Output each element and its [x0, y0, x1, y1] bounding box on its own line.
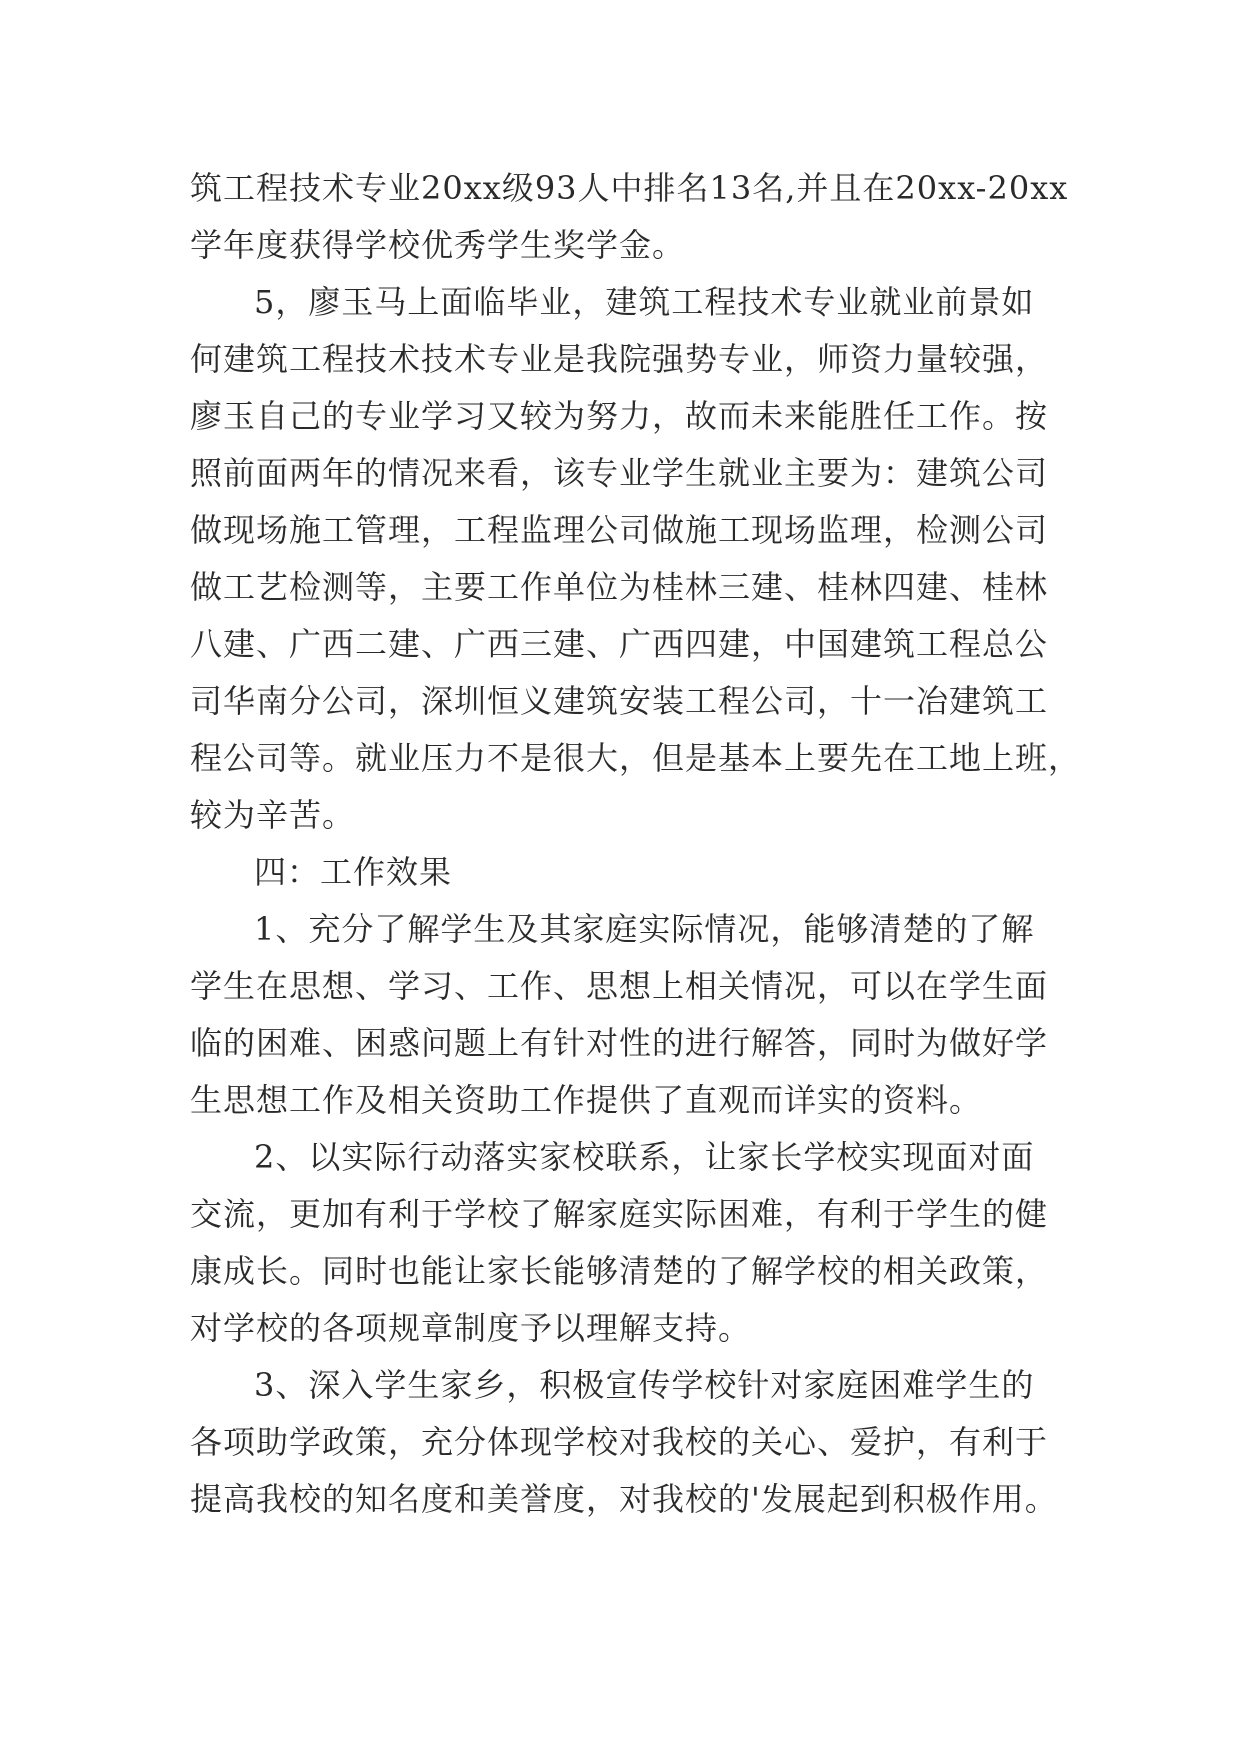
text-line: 2、以实际行动落实家校联系，让家长学校实现面对面 — [254, 1138, 1035, 1176]
text-line: 3、深入学生家乡，积极宣传学校针对家庭困难学生的 — [254, 1366, 1035, 1404]
text-line: 做现场施工管理，工程监理公司做施工现场监理，检测公司 — [190, 511, 1049, 549]
text-line: 提高我校的知名度和美誉度，对我校的'发展起到积极作用。 — [190, 1480, 1058, 1518]
text-line: 程公司等。就业压力不是很大，但是基本上要先在工地上班， — [190, 739, 1082, 777]
text-line: 筑工程技术专业20xx级93人中排名13名,并且在20xx-20xx — [190, 169, 1069, 207]
text-line: 何建筑工程技术技术专业是我院强势专业，师资力量较强， — [190, 340, 1049, 378]
text-line: 交流，更加有利于学校了解家庭实际困难，有利于学生的健 — [190, 1195, 1049, 1233]
text-line: 廖玉自己的专业学习又较为努力，故而未来能胜任工作。按 — [190, 397, 1049, 435]
text-line: 生思想工作及相关资助工作提供了直观而详实的资料。 — [190, 1081, 983, 1119]
text-line: 康成长。同时也能让家长能够清楚的了解学校的相关政策， — [190, 1252, 1049, 1290]
text-line: 各项助学政策，充分体现学校对我校的关心、爱护，有利于 — [190, 1423, 1049, 1461]
text-line: 1、充分了解学生及其家庭实际情况，能够清楚的了解 — [254, 910, 1035, 948]
text-line: 做工艺检测等，主要工作单位为桂林三建、桂林四建、桂林 — [190, 568, 1049, 606]
section-heading: 四：工作效果 — [254, 853, 453, 891]
text-line: 司华南分公司，深圳恒义建筑安装工程公司，十一冶建筑工 — [190, 682, 1049, 720]
body-text — [190, 160, 1082, 1528]
text-line: 较为辛苦。 — [190, 796, 356, 834]
text-line: 八建、广西二建、广西三建、广西四建，中国建筑工程总公 — [190, 625, 1049, 663]
text-line: 5，廖玉马上面临毕业，建筑工程技术专业就业前景如 — [254, 283, 1035, 321]
text-line: 临的困难、困惑问题上有针对性的进行解答，同时为做好学 — [190, 1024, 1049, 1062]
text-line: 学生在思想、学习、工作、思想上相关情况，可以在学生面 — [190, 967, 1049, 1005]
text-line: 学年度获得学校优秀学生奖学金。 — [190, 226, 686, 264]
text-line: 对学校的各项规章制度予以理解支持。 — [190, 1309, 752, 1347]
text-line: 照前面两年的情况来看，该专业学生就业主要为：建筑公司 — [190, 454, 1049, 492]
